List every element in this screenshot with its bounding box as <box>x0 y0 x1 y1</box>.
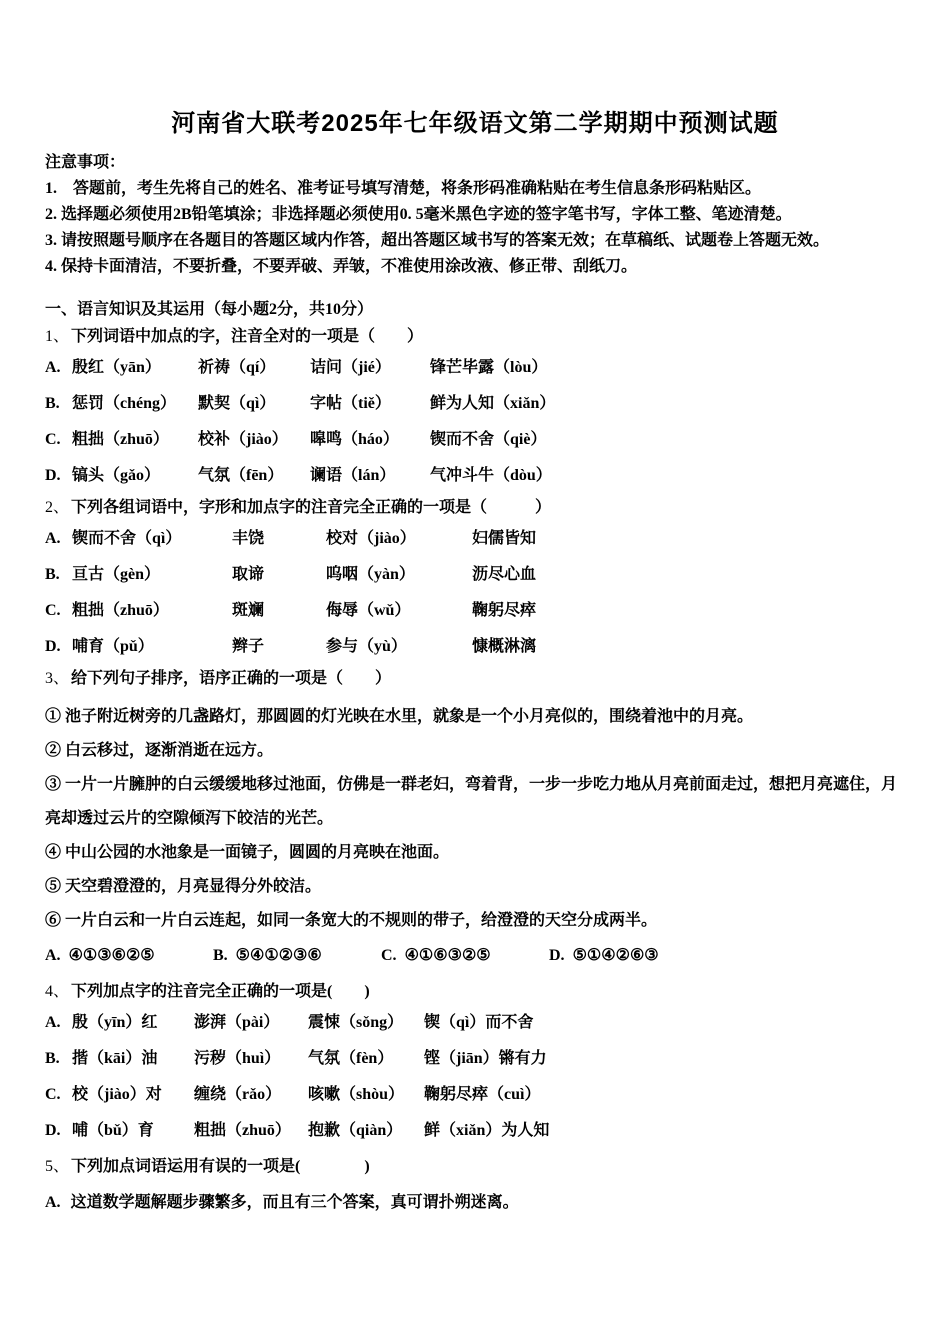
q4-option-a <box>45 1005 905 1041</box>
option-cell: 粗拙（zhuō） <box>72 431 169 448</box>
q4-option-b <box>45 1041 905 1077</box>
option-cell: 慷概淋漓 <box>472 638 537 655</box>
q4-option-c <box>45 1077 905 1113</box>
answer-label: D. <box>549 947 565 964</box>
answer-value: ④①③⑥②⑤ <box>68 947 155 964</box>
option-cell: 谰语（lán） <box>310 467 396 484</box>
option-cell: 字帖（tiě） <box>310 395 391 412</box>
option-label: D. <box>45 467 61 484</box>
q5-stem-text: 下列加点词语运用有误的一项是( ) <box>71 1158 370 1175</box>
option-cell: 殷红（yān） <box>72 359 161 376</box>
q3-sentence: ⑤ 天空碧澄澄的，月亮显得分外皎洁。 <box>45 878 322 895</box>
option-cell: 锋芒毕露（lòu） <box>430 359 548 376</box>
option-cell: 默契（qì） <box>198 395 276 412</box>
notice-item: 2. 选择题必须使用2B铅笔填涂；非选择题必须使用0. 5毫米黑色字迹的签字笔书写，字体工整、笔迹清楚。 <box>45 206 792 223</box>
option-text: 这道数学题解题步骤繁多，而且有三个答案，真可谓扑朔迷离。 <box>70 1194 519 1211</box>
option-cell: 哺（bǔ）育 <box>72 1122 154 1139</box>
option-cell: 呜咽（yàn） <box>326 566 415 583</box>
option-label: C. <box>45 1086 61 1103</box>
q1-stem <box>45 323 905 350</box>
answer-label: A. <box>45 947 61 964</box>
q3-number: 3、 <box>45 670 70 687</box>
option-label: A. <box>45 1194 61 1211</box>
notice-section <box>45 150 905 280</box>
q2-stem <box>45 494 905 521</box>
q3-answer-b <box>213 938 381 974</box>
question-1 <box>45 323 905 494</box>
page-title: 河南省大联考2025年七年级语文第二学期期中预测试题 <box>171 110 779 137</box>
option-cell: 校（jiào）对 <box>72 1086 162 1103</box>
option-cell: 污秽（huì） <box>194 1050 281 1067</box>
q3-answer-row <box>45 938 905 974</box>
option-cell: 亘古（gèn） <box>72 566 161 583</box>
q3-sentences <box>45 700 905 938</box>
option-cell: 取谛 <box>232 566 265 583</box>
question-4 <box>45 978 905 1149</box>
option-cell: 祈祷（qí） <box>198 359 276 376</box>
q4-number: 4、 <box>45 983 70 1000</box>
q3-sentence: ① 池子附近树旁的几盏路灯，那圆圆的灯光映在水里，就象是一个小月亮似的，围绕着池中的月亮。 <box>45 708 754 725</box>
q3-stem <box>45 665 905 692</box>
option-cell: 鲜（xiǎn）为人知 <box>424 1122 550 1139</box>
q1-option-a <box>45 350 905 386</box>
option-cell: 镐头（gǎo） <box>72 467 161 484</box>
q3-answer-a <box>45 938 213 974</box>
q4-stem <box>45 978 905 1005</box>
question-5 <box>45 1153 905 1220</box>
q1-stem-text: 下列词语中加点的字，注音全对的一项是（ ） <box>71 328 424 345</box>
option-cell: 咳嗽（shòu） <box>308 1086 405 1103</box>
q3-sentence: ③ 一片一片臃肿的白云缓缓地移过池面，仿佛是一群老妇，弯着背，一步一步吃力地从月亮前面走过，想把月亮遮住，月亮却透过云片的空隙倾泻下皎洁的光芒。 <box>45 776 898 827</box>
option-label: C. <box>45 602 61 619</box>
q3-stem-text: 给下列句子排序，语序正确的一项是（ ） <box>71 670 392 687</box>
q2-number: 2、 <box>45 499 70 516</box>
section-heading: 一、语言知识及其运用（每小题2分，共10分） <box>45 301 374 318</box>
q3-sentence: ⑥ 一片白云和一片白云连起，如同一条宽大的不规则的带子，给澄澄的天空分成两半。 <box>45 912 658 929</box>
option-cell: 震悚（sǒng） <box>308 1014 404 1031</box>
option-label: D. <box>45 638 61 655</box>
option-cell: 校补（jiào） <box>198 431 288 448</box>
notice-item: 4. 保持卡面清洁，不要折叠，不要弄破、弄皱，不准使用涂改液、修正带、刮纸刀。 <box>45 258 638 275</box>
notice-item: 3. 请按照题号顺序在各题目的答题区域内作答，超出答题区域书写的答案无效；在草稿纸、试题卷上答题无效。 <box>45 232 830 249</box>
q5-option-a <box>45 1186 905 1220</box>
q5-number: 5、 <box>45 1158 70 1175</box>
option-cell: 嗥鸣（háo） <box>310 431 399 448</box>
option-cell: 校对（jiào） <box>326 530 416 547</box>
q1-option-b <box>45 386 905 422</box>
option-cell: 锲而不舍（qì） <box>72 530 182 547</box>
option-cell: 参与（yù） <box>326 638 407 655</box>
option-cell: 鞠躬尽瘁 <box>472 602 537 619</box>
question-2 <box>45 494 905 665</box>
q2-stem-text: 下列各组词语中，字形和加点字的注音完全正确的一项是（ ） <box>71 499 552 516</box>
option-cell: 沥尽心血 <box>472 566 537 583</box>
option-label: D. <box>45 1122 61 1139</box>
option-label: C. <box>45 431 61 448</box>
option-label: A. <box>45 359 61 376</box>
option-cell: 鞠躬尽瘁（cuì） <box>424 1086 541 1103</box>
q2-option-d <box>45 629 905 665</box>
answer-label: C. <box>381 947 397 964</box>
notice-heading: 注意事项： <box>45 154 126 171</box>
option-label: B. <box>45 395 60 412</box>
option-cell: 辫子 <box>232 638 265 655</box>
q2-option-c <box>45 593 905 629</box>
option-cell: 缠绕（rǎo） <box>194 1086 282 1103</box>
option-cell: 斑斓 <box>232 602 265 619</box>
option-cell: 丰饶 <box>232 530 265 547</box>
option-cell: 锲（qì）而不舍 <box>424 1014 534 1031</box>
answer-label: B. <box>213 947 228 964</box>
option-label: A. <box>45 530 61 547</box>
q3-answer-c <box>381 938 549 974</box>
option-cell: 殷（yīn）红 <box>72 1014 158 1031</box>
q4-stem-text: 下列加点字的注音完全正确的一项是( ) <box>71 983 370 1000</box>
option-cell: 气氛（fēn） <box>198 467 284 484</box>
option-cell: 哺育（pǔ） <box>72 638 154 655</box>
q1-number: 1、 <box>45 328 70 345</box>
question-3 <box>45 665 905 974</box>
answer-value: ④①⑥③②⑤ <box>404 947 491 964</box>
option-cell: 气冲斗牛（dòu） <box>430 467 552 484</box>
option-cell: 气氛（fèn） <box>308 1050 394 1067</box>
option-cell: 锲而不舍（qiè） <box>430 431 547 448</box>
option-cell: 侮辱（wǔ） <box>326 602 411 619</box>
option-cell: 妇儒皆知 <box>472 530 537 547</box>
q3-sentence: ② 白云移过，逐渐消逝在远方。 <box>45 742 274 759</box>
option-label: B. <box>45 566 60 583</box>
option-cell: 铿（jiān）锵有力 <box>424 1050 547 1067</box>
q2-option-a <box>45 521 905 557</box>
notice-item: 1. 答题前，考生先将自己的姓名、准考证号填写清楚，将条形码准确粘贴在考生信息条形码粘贴区。 <box>45 180 762 197</box>
q1-option-d <box>45 458 905 494</box>
option-cell: 粗拙（zhuō） <box>194 1122 291 1139</box>
option-label: A. <box>45 1014 61 1031</box>
option-cell: 抱歉（qiàn） <box>308 1122 403 1139</box>
q1-option-c <box>45 422 905 458</box>
option-cell: 诘问（jié） <box>310 359 391 376</box>
option-cell: 揩（kāi）油 <box>72 1050 158 1067</box>
q4-option-d <box>45 1113 905 1149</box>
option-label: B. <box>45 1050 60 1067</box>
answer-value: ⑤④①②③⑥ <box>235 947 322 964</box>
q3-sentence: ④ 中山公园的水池象是一面镜子，圆圆的月亮映在池面。 <box>45 844 450 861</box>
option-cell: 粗拙（zhuō） <box>72 602 169 619</box>
option-cell: 澎湃（pài） <box>194 1014 280 1031</box>
q5-stem <box>45 1153 905 1180</box>
option-cell: 鲜为人知（xiǎn） <box>430 395 556 412</box>
answer-value: ⑤①④②⑥③ <box>572 947 659 964</box>
q3-answer-d <box>549 938 717 974</box>
q2-option-b <box>45 557 905 593</box>
option-cell: 惩罚（chéng） <box>72 395 177 412</box>
